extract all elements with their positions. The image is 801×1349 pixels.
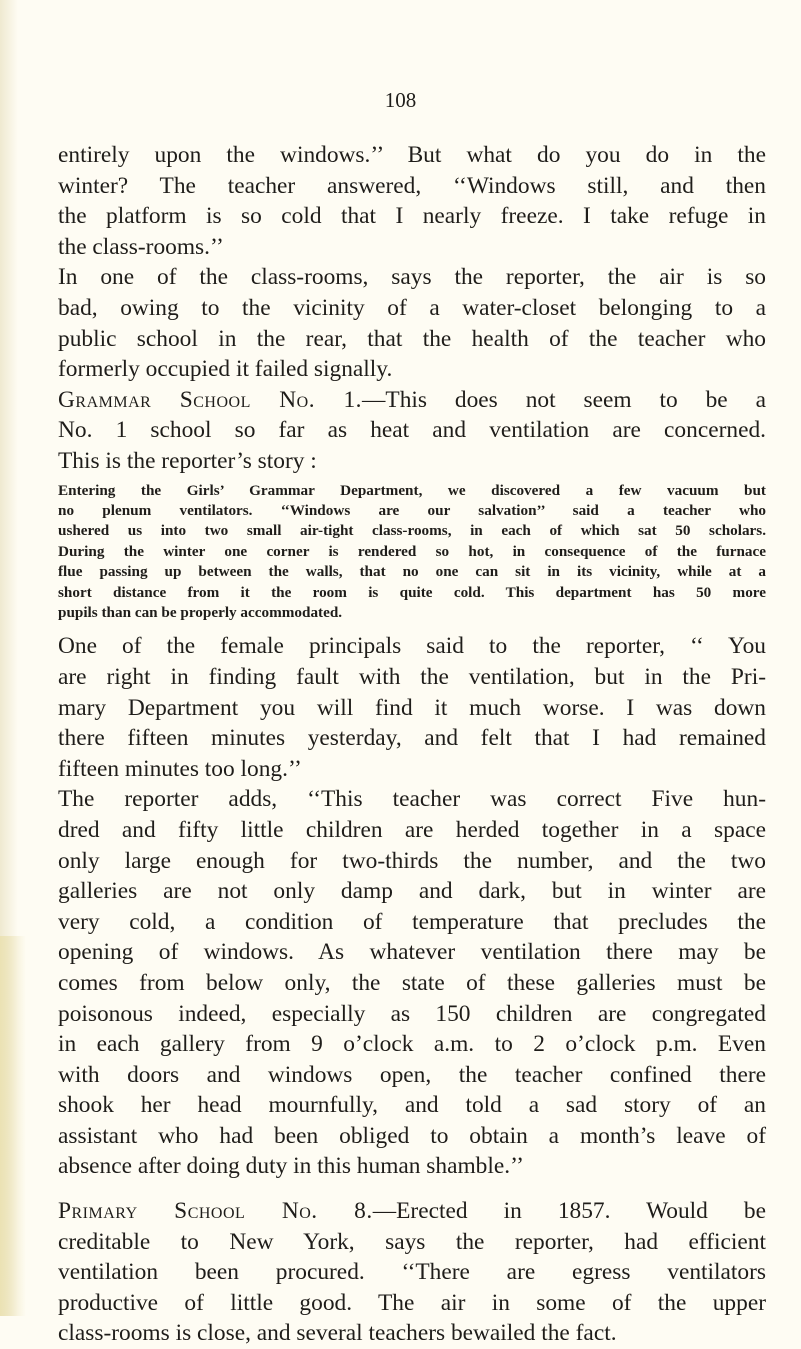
text-line <box>58 385 766 416</box>
quote-line: pupils than can be properly accommodated. <box>58 603 343 621</box>
text-line: with doors and windows open, the teacher confined there <box>58 1061 766 1088</box>
quote-line: short distance from it the room is quite cold. This department has 50 more <box>58 583 766 601</box>
text-line: are right in finding fault with the ventilation, but in the Pri- <box>58 663 766 690</box>
text-line: galleries are not only damp and dark, but in winter are <box>58 878 766 905</box>
quote-line: ushered us into two small air-tight class-rooms, in each of which sat 50 scholars. <box>58 522 766 540</box>
quote-line: no plenum ventilators. ‘‘Windows are our salvation’’ said a teacher who <box>58 501 766 519</box>
page-number: 108 <box>384 88 417 112</box>
quote-line: During the winter one corner is rendered so hot, in consequence of the furnace <box>58 542 766 560</box>
text-line: absence after doing duty in this human shamble.’’ <box>58 1153 524 1180</box>
text-line: winter? The teacher answered, ‘‘Windows still, and then <box>58 172 766 199</box>
text-line: ventilation been procured. ‘‘There are egress ventilators <box>58 1259 766 1286</box>
text-line: One of the female principals said to the reporter, ‘‘ You <box>58 633 766 660</box>
text-run: —This does not seem to be a <box>362 386 766 413</box>
text-line <box>58 1196 766 1227</box>
section-heading: Grammar School No. 1. <box>58 386 363 413</box>
text-line: class-rooms is close, and several teachers bewailed the fact. <box>58 1320 617 1347</box>
text-line: In one of the class-rooms, says the reporter, the air is so <box>58 264 766 291</box>
text-line: fifteen minutes too long.’’ <box>58 755 302 782</box>
text-line: mary Department you will find it much worse. I was down <box>58 694 766 721</box>
text-line: in each gallery from 9 o’clock a.m. to 2 o’clock p.m. Even <box>58 1031 766 1058</box>
quote-line: Entering the Girls’ Grammar Department, we discovered a few vacuum but <box>58 481 766 499</box>
quote-line: flue passing up between the walls, that no one can sit in its vicinity, while at a <box>58 563 766 581</box>
block-quote <box>58 481 766 624</box>
paragraph <box>58 784 766 1182</box>
text-line: bad, owing to the vicinity of a water-closet belonging to a <box>58 294 766 321</box>
text-line: No. 1 school so far as heat and ventilation are concerned. <box>58 417 766 444</box>
text-line: The reporter adds, ‘‘This teacher was correct Five hun- <box>58 786 766 813</box>
text-run: —Erected in 1857. Would be <box>372 1198 766 1225</box>
text-line: assistant who had been obliged to obtain a month’s leave of <box>58 1122 766 1149</box>
text-line: creditable to New York, says the reporter, had efficient <box>58 1228 766 1255</box>
text-line: opening of windows. As whatever ventilation there may be <box>58 939 766 966</box>
text-line: only large enough for two-thirds the number, and the two <box>58 847 766 874</box>
body-text <box>58 140 766 1349</box>
text-line: formerly occupied it failed signally. <box>58 356 393 383</box>
text-line: the platform is so cold that I nearly freeze. I take refuge in <box>58 203 766 230</box>
paragraph <box>58 140 766 262</box>
text-line: very cold, a condition of temperature that precludes the <box>58 908 766 935</box>
text-line: entirely upon the windows.’’ But what do you do in the <box>58 142 766 168</box>
text-line: shook her head mournfully, and told a sad story of an <box>58 1092 766 1119</box>
paragraph <box>58 262 766 384</box>
text-line: productive of little good. The air in some of the upper <box>58 1289 766 1316</box>
paragraph <box>58 1196 766 1349</box>
text-line: comes from below only, the state of these galleries must be <box>58 969 766 996</box>
text-line: poisonous indeed, especially as 150 children are congregated <box>58 1000 766 1027</box>
text-line: public school in the rear, that the health of the teacher who <box>58 325 766 352</box>
text-line: the class-rooms.’’ <box>58 233 224 260</box>
paragraph <box>58 385 766 477</box>
text-line: dred and fifty little children are herded together in a space <box>58 816 766 843</box>
page-edge-stain <box>0 936 26 1316</box>
paragraph <box>58 631 766 784</box>
section-heading: Primary School No. 8. <box>58 1198 373 1225</box>
text-line: This is the reporter’s story : <box>58 447 317 474</box>
text-line: there fifteen minutes yesterday, and felt that I had remained <box>58 725 766 752</box>
